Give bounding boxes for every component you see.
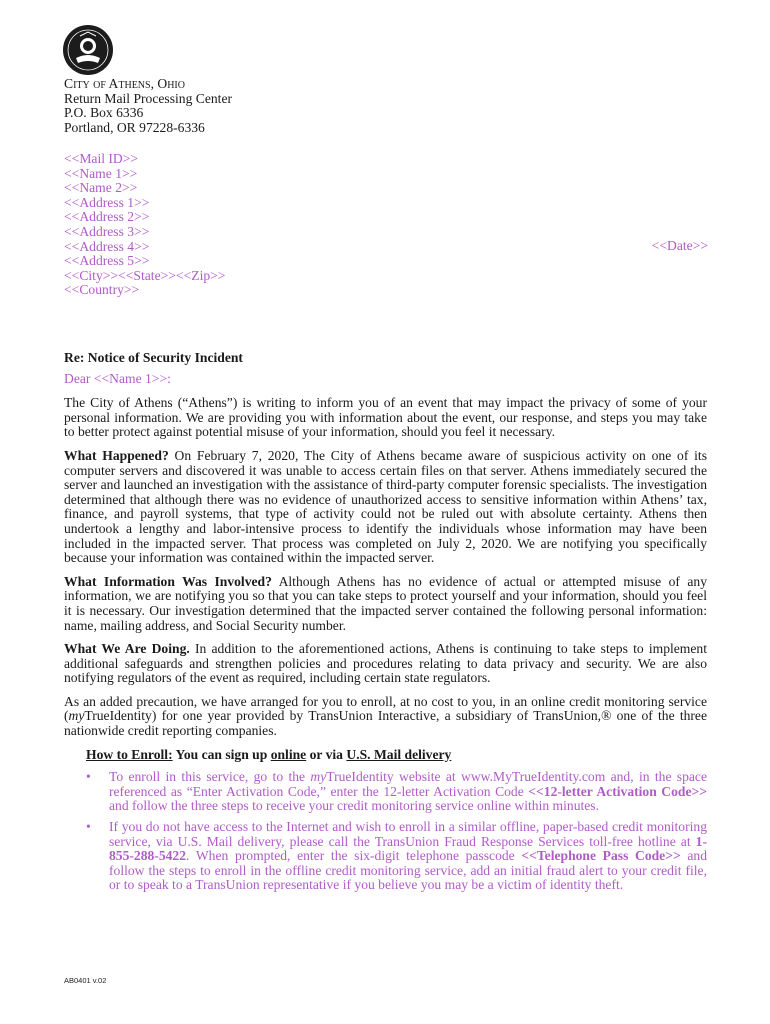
paragraph-text: As an added precaution, we have arranged for you to enroll, at no cost to you, in an online credit monitoring service ( xyxy=(64,693,707,724)
enroll-text: You can sign up xyxy=(172,746,271,762)
what-doing-paragraph xyxy=(64,642,707,686)
recipient-line: <<Address 5>> xyxy=(64,253,150,269)
recipient-line: <<Name 2>> xyxy=(64,180,138,196)
form-code: AB0401 v.02 xyxy=(64,976,107,985)
sender-city: City of Athens, Ohio xyxy=(64,76,185,91)
passcode-field: <<Telephone Pass Code>> xyxy=(521,848,681,864)
activation-code-field: <<12-letter Activation Code>> xyxy=(528,783,708,799)
hotline-number: 1-855-288-5422 xyxy=(109,833,707,864)
section-heading: What Happened? xyxy=(64,447,169,463)
recipient-line: <<Name 1>> xyxy=(64,165,138,181)
city-seal-icon xyxy=(62,24,114,76)
paragraph-text: TrueIdentity) for one year provided by TransUnion Interactive, a subsidiary of TransUnion,® one of the three nationwide credit reporting companies. xyxy=(64,708,707,739)
brand-prefix: my xyxy=(68,708,85,724)
what-involved-paragraph xyxy=(64,575,707,633)
section-heading: What Information Was Involved? xyxy=(64,573,272,589)
item-text: To enroll in this service, go to the xyxy=(109,769,311,785)
what-happened-paragraph xyxy=(64,449,707,566)
online-option: online xyxy=(270,746,307,762)
letter-body xyxy=(64,351,707,899)
intro-paragraph: The City of Athens (“Athens”) is writing to inform you of an event that may impact the privacy of some of your personal information. We are providing you with information about the event, our response, and steps you may take to better protect against potential misuse of your information, should you feel it necessary. xyxy=(64,395,707,440)
sender-line: P.O. Box 6336 xyxy=(64,105,144,121)
salutation: Dear <<Name 1>>: xyxy=(64,370,171,386)
sender-line: Return Mail Processing Center xyxy=(64,90,233,106)
brand-prefix: my xyxy=(310,769,327,785)
precaution-paragraph xyxy=(64,695,707,739)
item-text: . When prompted, enter the six-digit telephone passcode xyxy=(186,848,522,864)
recipient-line: <<Mail ID>> xyxy=(64,151,139,166)
section-text: In addition to the aforementioned actions, Athens is continuing to take steps to implement additional safeguards and strengthen policies and procedures relating to data privacy and security. We are also notifying regulators of the event as required, including certain state regulators. xyxy=(64,641,707,686)
section-text: On February 7, 2020, The City of Athens became aware of suspicious activity on one of its computer servers and discovered it was unable to access certain files on that server. Athens immediately secured the server and launched an investigation with the assistance of third-party computer forensic specialists. The investigation determined that although there was no evidence of unauthorized access to sensitive information within Athens’ tax, finance, and payroll systems, that type of activity could not be ruled out with absolute certainty. Athens then undertook a lengthy and labor-intensive process to identify the individuals whose information may have been included in the impacted server. That process was completed on July 2, 2020. We are notifying you specifically because your information was contained within the impacted server. xyxy=(64,447,707,566)
recipient-address xyxy=(64,152,225,298)
mail-option: U.S. Mail delivery xyxy=(346,746,452,762)
sender-address xyxy=(64,77,232,135)
recipient-line: <<Address 1>> xyxy=(64,194,150,210)
sender-line: Portland, OR 97228-6336 xyxy=(64,119,205,135)
enroll-steps-list xyxy=(64,770,707,893)
enroll-label: How to Enroll: xyxy=(86,746,173,762)
recipient-line: <<City>><<State>><<Zip>> xyxy=(64,267,226,283)
enroll-text: or via xyxy=(306,746,347,762)
section-text: Although Athens has no evidence of actual or attempted misuse of any information, we are notifying you so that you can take steps to protect yourself and your information, should you feel it is necessary. Our investigation determined that the impacted server contained the following personal information: name, mailing address, and Social Security number. xyxy=(64,573,707,633)
section-heading: What We Are Doing. xyxy=(64,641,190,657)
item-text: and follow the three steps to receive your credit monitoring service online within minutes. xyxy=(109,798,599,814)
recipient-line: <<Address 2>> xyxy=(64,209,150,225)
letter-date: <<Date>> xyxy=(651,238,708,253)
list-item xyxy=(64,770,707,814)
recipient-line: <<Country>> xyxy=(64,282,140,298)
bullet-icon: • xyxy=(86,769,91,785)
recipient-line: <<Address 4>> xyxy=(64,238,150,254)
bullet-icon: • xyxy=(86,819,91,835)
recipient-line: <<Address 3>> xyxy=(64,223,150,239)
subject-line: Re: Notice of Security Incident xyxy=(64,350,243,365)
item-text: If you do not have access to the Internet and wish to enroll in a similar offline, paper-based credit monitoring service, via U.S. Mail delivery, please call the TransUnion Fraud Response Services toll-free hotline at xyxy=(109,819,707,849)
how-to-enroll-heading xyxy=(86,748,707,763)
item-text: TrueIdentity website at www.MyTrueIdentity.com and, in the space referenced as “Enter Activation Code,” enter the 12-letter Activation Code xyxy=(109,769,707,799)
list-item xyxy=(64,820,707,893)
item-text: and follow the steps to enroll in the offline credit monitoring service, add an initial fraud alert to your credit file, or to speak to a TransUnion representative if you believe you may be a victim of identity theft. xyxy=(109,848,707,893)
